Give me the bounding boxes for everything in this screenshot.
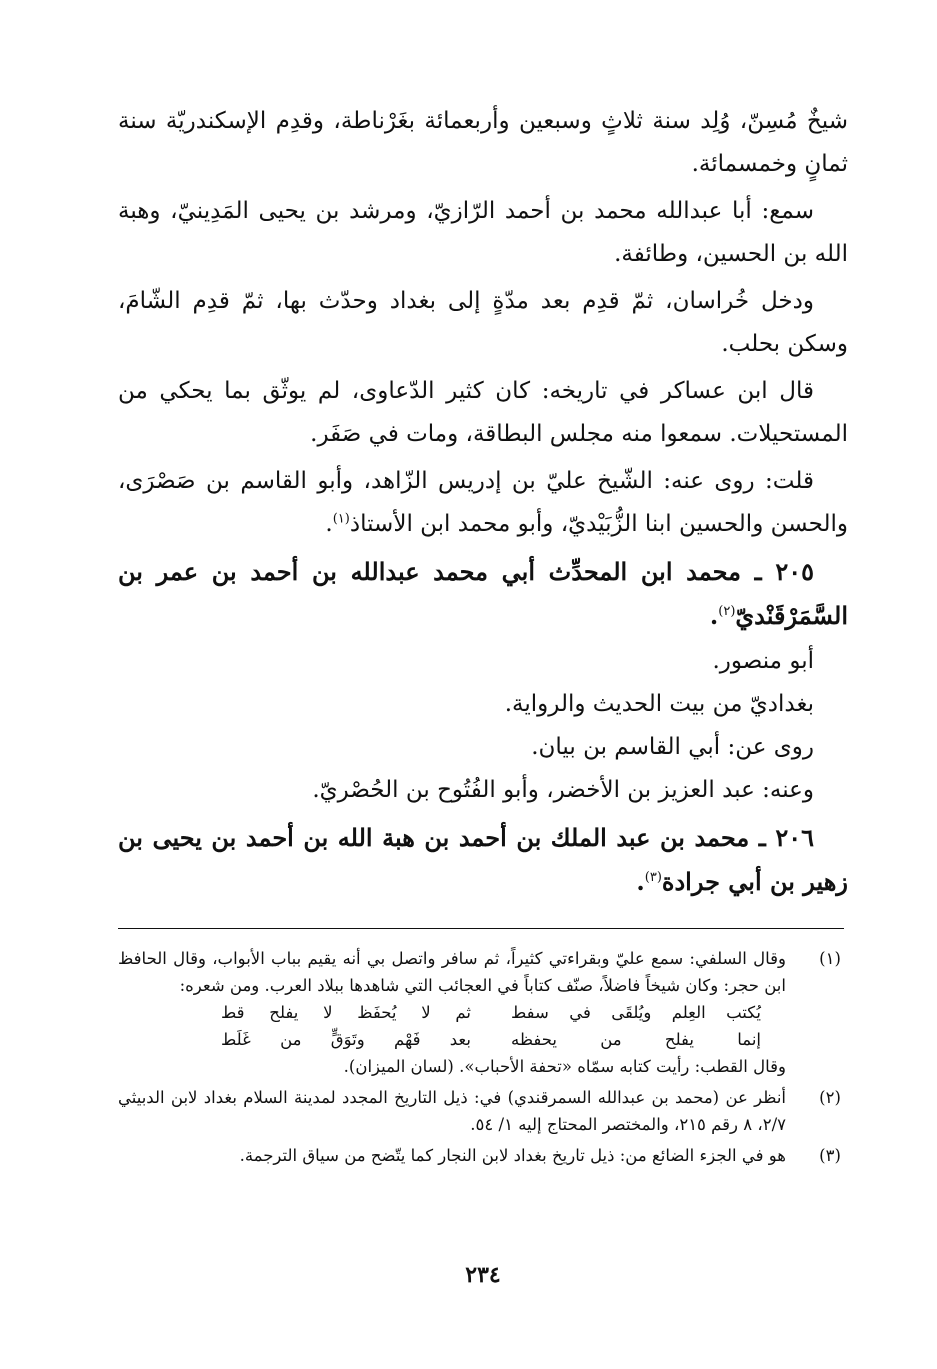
entry-205-line-1: أبو منصور. xyxy=(712,648,814,674)
entry-206-text: ٢٠٦ ـ محمد بن عبد الملك بن أحمد بن هبة الله بن أحمد بن يحيى بن زهير بن أبي جرادة xyxy=(118,823,848,896)
footnote-number: (٢) xyxy=(819,1088,841,1107)
footnote-ref-2: (٢) xyxy=(718,604,736,619)
entry-205-line-3: روى عن: أبي القاسم بن بيان. xyxy=(531,734,814,760)
footnote-number: (٣) xyxy=(819,1146,841,1165)
paragraph-3: ودخل خُراسان، ثمّ قدِم بعد مدّةٍ إلى بغداد وحدّث بها، ثمّ قدِم الشّامَ، وسكن بحلب. xyxy=(118,288,848,357)
entry-205-line-4: وعنه: عبد العزيز بن الأخضر، وأبو الفُتُوح بن الحُصْريّ. xyxy=(312,777,814,803)
footnote-divider xyxy=(118,928,844,929)
entry-205-heading xyxy=(118,550,848,638)
entry-206-end: . xyxy=(636,867,645,896)
verse-second-hemistich: بعد فَهْم وتَوَقٍّ من غَلَط xyxy=(221,1030,471,1049)
footnote-3 xyxy=(118,1142,848,1169)
footnote-text: وقال السلفي: سمع عليّ وبقراءتي كثيراً، ثم سافر واتصل بي أنه يقيم بباب الأبواب، وقال الحافظ ابن حجر: وكان شيخاً فاضلاً، صنّف كتاباً في العجائب التي شاهدها ببلاد العرب. ومن شعره: xyxy=(118,949,786,995)
footnote-text: هو في الجزء الضائع من: ذيل تاريخ بغداد لابن النجار كما يتّضح من سياق الترجمة. xyxy=(239,1146,786,1165)
entry-205-end: . xyxy=(709,601,719,630)
footnote-number: (١) xyxy=(819,949,841,968)
poem-verse xyxy=(221,1026,761,1053)
paragraph-5-end: . xyxy=(325,511,333,537)
footnote-ref-1: (١) xyxy=(332,511,350,527)
verse-first-hemistich: يُكتب العِلم ويُلقَى في سفط xyxy=(511,1003,761,1022)
paragraph-1: شيخٌ مُسِنّ، وُلِد سنة ثلاثٍ وسبعين وأربعمائة بغَرْناطة، وقدِم الإسكندريّة سنة ثمانٍ وخمسمائة. xyxy=(118,108,848,177)
footnote-ref-3: (٣) xyxy=(644,870,662,885)
footnote-text: أنظر عن (محمد بن عبدالله السمرقندي) في: ذيل التاريخ المجدد لمدينة السلام بغداد لابن الدبيثي ٢/٧، ٨ رقم ٢١٥، والمختصر المحتاج إليه ١/ ٥٤. xyxy=(118,1088,786,1134)
footnote-text-after-poem: وقال القطب: رأيت كتابه سمّاه «تحفة الأحباب». (لسان الميزان). xyxy=(343,1057,786,1076)
page-number: ٢٣٤ xyxy=(465,1262,501,1288)
verse-second-hemistich: ثم لا يُحفَظ لا يفلح قط xyxy=(221,1003,471,1022)
entry-205-text: ٢٠٥ ـ محمد ابن المحدِّث أبي محمد عبدالله بن أحمد بن عمر بن السَّمَرْقَنْديّ xyxy=(118,557,848,630)
verse-first-hemistich: إنما يفلح من يحفظه xyxy=(511,1030,761,1049)
paragraph-5-text: قلت: روى عنه: الشّيخ عليّ بن إدريس الزّاهد، وأبو القاسم بن صَصْرَى، والحسن والحسين ابنا الزُّبَيْديّ، وأبو محمد ابن الأستاذ xyxy=(118,468,848,537)
entry-206-heading xyxy=(118,816,848,904)
book-page xyxy=(118,100,848,1330)
footnote-2 xyxy=(118,1084,848,1138)
entry-205-line-2: بغداديّ من بيت الحديث والرواية. xyxy=(504,691,814,717)
paragraph-5 xyxy=(118,460,848,546)
paragraph-2: سمع: أبا عبدالله محمد بن أحمد الرّازيّ، ومرشد بن يحيى المَدِينيّ، وهبة الله بن الحسين، وطائفة. xyxy=(118,198,848,267)
footnote-1 xyxy=(118,945,848,1080)
paragraph-4: قال ابن عساكر في تاريخه: كان كثير الدّعاوى، لم يوثّق بما يحكي من المستحيلات. سمعوا منه مجلس البطاقة، ومات في صَفَر. xyxy=(118,378,848,447)
poem xyxy=(118,999,786,1053)
main-text xyxy=(118,100,848,904)
poem-verse xyxy=(221,999,761,1026)
footnotes xyxy=(118,945,848,1173)
